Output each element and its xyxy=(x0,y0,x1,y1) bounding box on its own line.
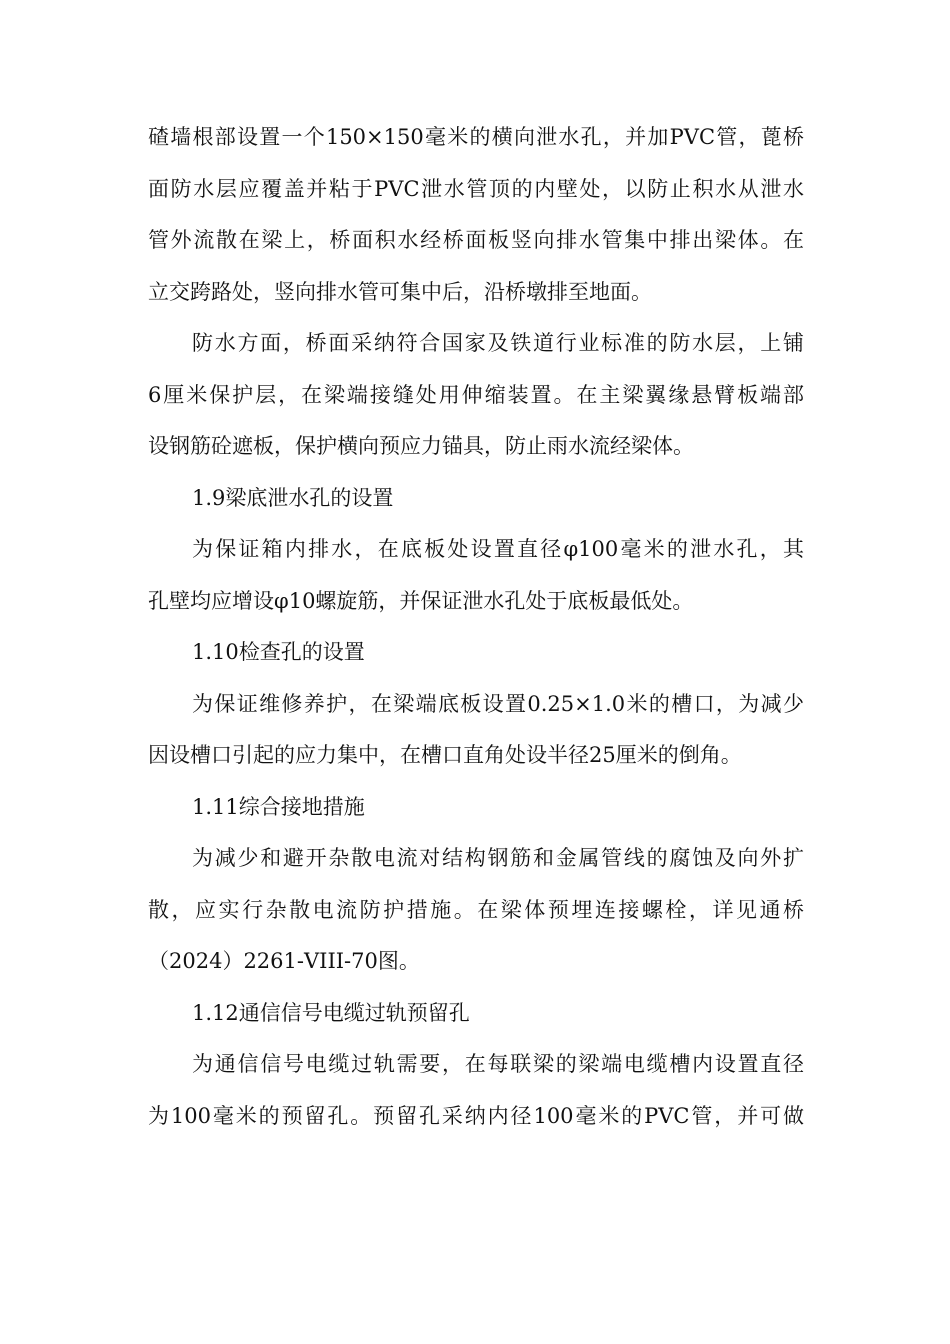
paragraph-line: 设钢筋砼遮板，保护横向预应力锚具，防止雨水流经梁体。 xyxy=(148,434,694,458)
paragraph-line: 碴墙根部设置一个150×150毫米的横向泄水孔，并加PVC管，蓖桥 xyxy=(148,125,804,149)
paragraph-line: 防水方面，桥面采纳符合国家及铁道行业标准的防水层，上铺 xyxy=(192,331,804,355)
section-heading: 1.9梁底泄水孔的设置 xyxy=(192,485,394,510)
paragraph-line: 为保证维修养护，在梁端底板设置0.25×1.0米的槽口，为减少 xyxy=(192,691,804,716)
paragraph-line: 面防水层应覆盖并粘于PVC泄水管顶的内壁处，以防止积水从泄水 xyxy=(148,176,804,201)
paragraph-line: 管外流散在梁上，桥面积水经桥面板竖向排水管集中排出梁体。在 xyxy=(148,228,804,252)
section-heading: 1.10检查孔的设置 xyxy=(192,640,365,664)
paragraph-line: 为通信信号电缆过轨需要，在每联梁的梁端电缆槽内设置直径 xyxy=(192,1052,804,1076)
paragraph-line: 6厘米保护层，在梁端接缝处用伸缩装置。在主梁翼缘悬臂板端部 xyxy=(148,382,804,407)
paragraph-line: 孔壁均应增设φ10螺旋筋，并保证泄水孔处于底板最低处。 xyxy=(148,588,694,613)
section-heading: 1.12通信信号电缆过轨预留孔 xyxy=(192,1000,470,1025)
section-heading: 1.11综合接地措施 xyxy=(192,794,365,819)
paragraph-line: 为100毫米的预留孔。预留孔采纳内径100毫米的PVC管，并可做 xyxy=(148,1103,804,1128)
document-body xyxy=(148,112,804,1142)
paragraph-line: 立交跨路处，竖向排水管可集中后，沿桥墩排至地面。 xyxy=(148,279,652,304)
paragraph-line: 散，应实行杂散电流防护措施。在梁体预埋连接螺栓，详见通桥 xyxy=(148,897,804,922)
paragraph-line: 为保证箱内排水，在底板处设置直径φ100毫米的泄水孔，其 xyxy=(192,537,804,561)
paragraph-line: （2024）2261-VIII-70图。 xyxy=(148,949,420,973)
paragraph-line: 为减少和避开杂散电流对结构钢筋和金属管线的腐蚀及向外扩 xyxy=(192,846,804,870)
paragraph-line: 因设槽口引起的应力集中，在槽口直角处设半径25厘米的倒角。 xyxy=(148,743,742,767)
